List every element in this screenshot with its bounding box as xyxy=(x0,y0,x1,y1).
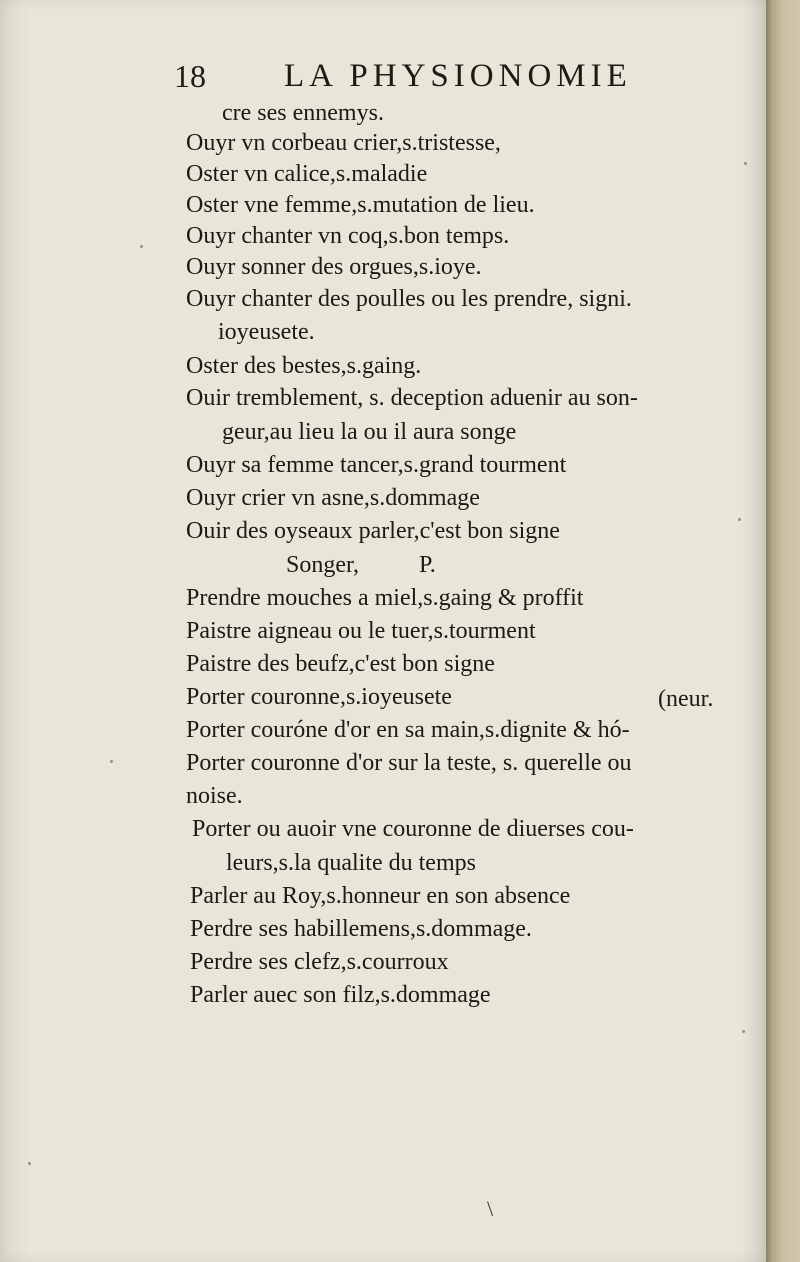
paper-speck xyxy=(28,1162,31,1165)
text-line: Ouyr crier vn asne,s.dommage xyxy=(186,485,480,511)
section-heading: Songer, P. xyxy=(286,552,436,578)
text-line: Ouyr chanter vn coq,s.bon temps. xyxy=(186,223,510,249)
paper-speck xyxy=(110,760,113,763)
text-line: Oster vne femme,s.mutation de lieu. xyxy=(186,192,535,218)
text-line: Perdre ses habillemens,s.dommage. xyxy=(190,916,532,942)
running-title: LA PHYSIONOMIE xyxy=(284,58,632,94)
text-line: Porter couróne d'or en sa main,s.dignite & hó- xyxy=(186,717,630,743)
text-line: Ouir des oyseaux parler,c'est bon signe xyxy=(186,518,560,544)
text-line: Ouyr sonner des orgues,s.ioye. xyxy=(186,254,482,280)
text-line: Ouyr chanter des poulles ou les prendre, signi. xyxy=(186,286,632,312)
text-line: leurs,s.la qualite du temps xyxy=(226,850,476,876)
text-line: Perdre ses clefz,s.courroux xyxy=(190,949,449,975)
page-header xyxy=(174,52,674,98)
paper-speck xyxy=(140,245,143,248)
text-line: Ouyr vn corbeau crier,s.tristesse, xyxy=(186,130,501,156)
text-line: cre ses ennemys. xyxy=(222,100,384,126)
text-line: Ouyr sa femme tancer,s.grand tourment xyxy=(186,452,567,478)
text-line: Parler au Roy,s.honneur en son absence xyxy=(190,883,571,909)
text-line: Oster des bestes,s.gaing. xyxy=(186,353,422,379)
text-line: Porter ou auoir vne couronne de diuerses cou- xyxy=(192,816,634,842)
text-line: Ouir tremblement, s. deception aduenir au son- xyxy=(186,385,638,411)
text-line: Parler auec son filz,s.dommage xyxy=(190,982,491,1008)
page-number: 18 xyxy=(174,58,206,94)
text-line: Paistre des beufz,c'est bon signe xyxy=(186,651,495,677)
paper-speck xyxy=(744,162,747,165)
text-line: Porter couronne d'or sur la teste, s. querelle ou xyxy=(186,750,632,776)
book-gutter xyxy=(766,0,800,1262)
paper-speck xyxy=(598,398,601,401)
text-line: noise. xyxy=(186,783,243,809)
text-line: ioyeusete. xyxy=(218,319,315,345)
text-line: Porter couronne,s.ioyeusete xyxy=(186,684,452,710)
paper-speck xyxy=(738,518,741,521)
text-line: Oster vn calice,s.maladie xyxy=(186,161,428,187)
text-line: Paistre aigneau ou le tuer,s.tourment xyxy=(186,618,536,644)
footer-mark: \ xyxy=(487,1196,494,1221)
line-carryover: (neur. xyxy=(658,686,714,712)
text-line: geur,au lieu la ou il aura songe xyxy=(222,419,517,445)
paper-speck xyxy=(742,1030,745,1033)
text-line: Prendre mouches a miel,s.gaing & proffit xyxy=(186,585,584,611)
